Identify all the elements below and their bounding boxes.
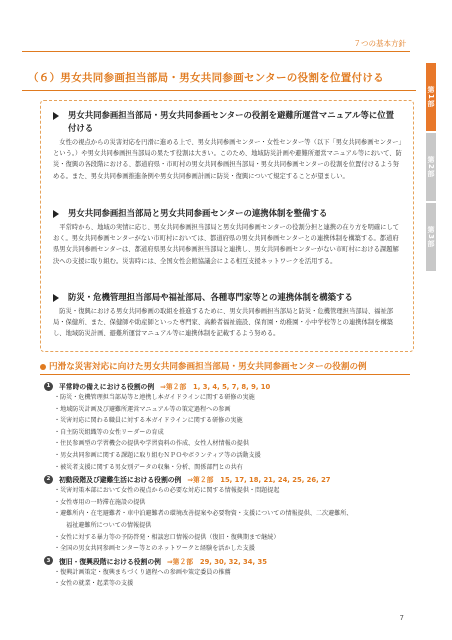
list-item: ・被災者支援に関する男女別データの収集・分析、関係部門との共有 — [54, 463, 243, 471]
phase-heading-3 — [44, 555, 414, 567]
phase-number-badge: 3 — [44, 556, 53, 565]
phase-reference: ⇒第２部 15, 17, 18, 21, 24, 25, 26, 27 — [187, 476, 331, 485]
policy-block-1 — [53, 109, 403, 182]
list-item: ・避難所内・在宅避難者・車中泊避難者の環境改善提案や必要物資・支援についての情報提供、二次避難所、 — [54, 510, 353, 518]
tab-part-2[interactable]: 第2部 — [426, 133, 436, 201]
phase-title: 復旧・復興段階における役割の例 — [59, 557, 161, 566]
list-item: ・復興計画策定・復興まちづくり過程への参画や策定委員の推薦 — [54, 568, 231, 576]
part-tabs — [426, 63, 452, 273]
examples-title-text: 円滑な災害対応に向けた男女共同参画担当部局・男女共同参画センターの役割の例 — [49, 362, 367, 372]
list-item: ・男女共同参画に関する課題に取り組むＮＰＯやボランティア等の活動支援 — [54, 451, 261, 459]
policy-body: 防災・復興における男女共同参画の取組を推進するために、男女共同参画担当部局と防災・危機管理担当部局、福祉部局・保健所、また、保健師や助産師といった専門家、高齢者福祉施設、保育園・幼稚園・小中学校等との連携体制を構築し、地域防災計画、避難所運営マニュアル等に連携体制を記載するよう努める。 — [53, 308, 394, 338]
list-item: ・女性の就業・起業等の支援 — [54, 580, 134, 588]
header-divider — [22, 51, 410, 52]
list-item: ・防災・危機管理担当部局等と連携し本ガイドラインに関する研修の実施 — [54, 394, 255, 401]
phase-number-badge: 1 — [44, 382, 53, 391]
list-item: ・女性に対する暴力等の予防啓発・相談窓口情報の提供（復旧・復興期まで継続） — [54, 533, 280, 541]
bullet-dot-icon — [40, 364, 46, 370]
triangle-bullet-icon — [53, 294, 59, 302]
phase-number-badge: 2 — [44, 475, 53, 484]
section-title: （６）男女共同参画担当部局・男女共同参画センターの役割を位置付ける — [22, 70, 416, 91]
list-item: ・全国の男女共同参画センター等とのネットワークと経験を活かした支援 — [54, 545, 255, 553]
policy-heading: 男女共同参画担当部局と男女共同参画センターの連携体制を整備する — [68, 208, 328, 218]
list-item: ・地域防災計画及び避難所運営マニュアル等の策定過程への参画 — [54, 405, 231, 413]
chapter-header: ７つの基本方針 — [353, 39, 406, 48]
list-item: ・住民参画型の学習機会の提供や学習資料の作成、女性人材情報の提供 — [54, 440, 249, 448]
phase-title: 平常時の備えにおける役割の例 — [59, 383, 155, 391]
phase-heading-1 — [44, 380, 414, 392]
examples-list — [44, 380, 414, 590]
tab-part-3[interactable]: 第3部 — [426, 203, 436, 271]
policy-block-2 — [53, 207, 403, 267]
phase-heading-2 — [44, 473, 414, 485]
examples-divider — [40, 374, 410, 375]
policy-body: 女性の視点からの災害対応を円滑に進める上で、男女共同参画センター・女性センター等（以下「男女共同参画センター」という。）や男女共同参画担当部局の果たす役割は大きい。このため、地域防災計画や避難所運営マニュアル等において、防災・復興の各段階における、都道府県・市町村の男女共同参画担当部局・男女共同参画センターの役割を位置付けるよう努める。また、男女共同参画推進条例や男女共同参画計画に防災・復興について規定することが望ましい。 — [53, 139, 402, 180]
policy-box — [40, 100, 414, 352]
list-item: ・女性専用の一時滞在施設の提供 — [54, 498, 146, 506]
page-number: 7 — [399, 614, 404, 622]
list-item: ・災害対応に関わる職員に対する本ガイドラインに関する研修の実施 — [54, 417, 243, 425]
policy-heading: 男女共同参画担当部局・男女共同参画センターの役割を避難所運営マニュアル等に位置付ける — [68, 110, 394, 133]
policy-heading: 防災・危機管理担当部局や福祉部局、各種専門家等との連携体制を構築する — [68, 292, 353, 302]
phase-title: 初動段階及び避難生活における役割の例 — [59, 476, 182, 485]
list-item: ・災害対策本部において女性の視点からの必要な対応に関する情報提供・問題提起 — [54, 487, 280, 495]
list-item: 福祉避難所についての情報提供 — [60, 521, 152, 529]
triangle-bullet-icon — [53, 210, 59, 218]
list-item: ・自主防災組織等の女性リーダーの育成 — [54, 428, 164, 436]
examples-title — [40, 360, 367, 372]
phase-reference: ⇒第２部 1, 3, 4, 5, 7, 8, 9, 10 — [160, 383, 271, 391]
phase-reference: ⇒第２部 29, 30, 32, 34, 35 — [166, 557, 267, 566]
policy-body: 平常時から、地域の実情に応じ、男女共同参画担当部局と男女共同参画センターの役割分担と連携の在り方を明確にしておく。男女共同参画センターがない市町村においては、都道府県の男女共同参画センターとの連携体制を構築する。都道府県男女共同参画センターは、都道府県男女共同参画担当部局と連携し、男女共同参画センターがない市町村における課題解決への支援に取り組む。災害時には、全国女性会館協議会による相互支援ネットワークを活用する。 — [53, 224, 400, 265]
policy-block-3 — [53, 291, 403, 340]
triangle-bullet-icon — [53, 112, 59, 120]
tab-part-1[interactable]: 第1部 — [426, 63, 436, 131]
